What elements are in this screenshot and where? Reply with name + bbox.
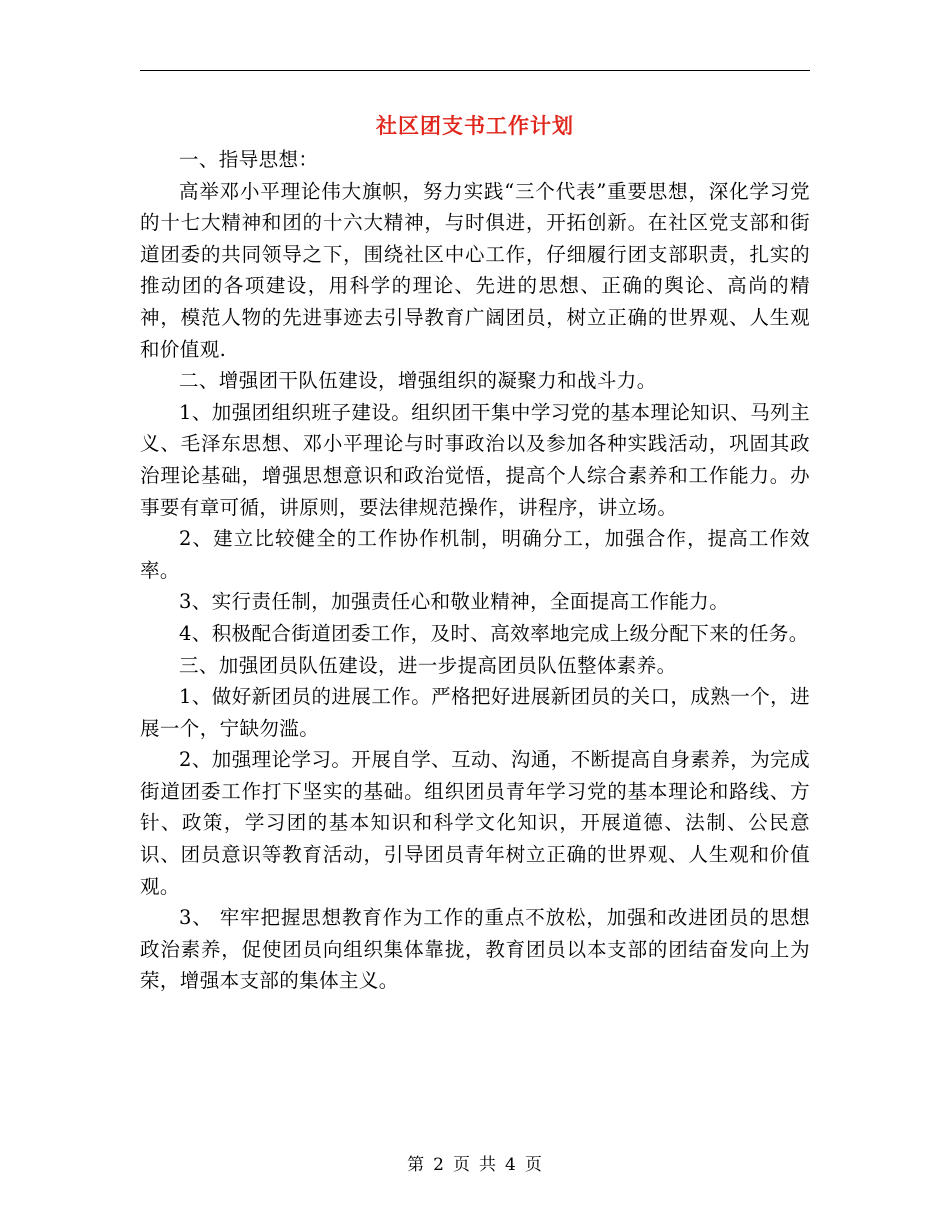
list-item-member-1: 1、做好新团员的进展工作。严格把好进展新团员的关口，成熟一个，进展一个，宁缺勿滥。 (140, 685, 810, 740)
footer-current-page: 2 (433, 1155, 445, 1175)
footer-total-pages: 4 (505, 1155, 517, 1175)
list-item-cadre-3: 3、实行责任制，加强责任心和敬业精神，全面提高工作能力。 (179, 590, 730, 614)
paragraph-guiding-ideology: 高举邓小平理论伟大旗帜，努力实践“三个代表”重要思想，深化学习党的十七大精神和团的十六大精神，与时俱进，开拓创新。在社区党支部和街道团委的共同领导之下，围绕社区中心工作，仔细履行团支部职责，扎实的推动团的各项建设，用科学的理论、先进的思想、正确的舆论、高尚的精神，模范人物的先进事迹去引导教育广阔团员，树立正确的世界观、人生观和价值观. (140, 179, 810, 361)
document-body (140, 144, 810, 997)
page-footer (140, 1150, 810, 1180)
header-rule (140, 70, 810, 71)
list-item-cadre-1: 1、加强团组织班子建设。组织团干集中学习党的基本理论知识、马列主义、毛泽东思想、邓小平理论与时事政治以及参加各种实践活动，巩固其政治理论基础，增强思想意识和政治觉悟，提高个人综合素养和工作能力。办事要有章可循，讲原则，要法律规范操作，讲程序，讲立场。 (140, 400, 810, 519)
list-item-cadre-4: 4、积极配合街道团委工作，及时、高效率地完成上级分配下来的任务。 (179, 621, 809, 645)
section-heading-cadre-team: 二、增强团干队伍建设，增强组织的凝聚力和战斗力。 (179, 369, 657, 393)
footer-page-unit: 页 (453, 1155, 471, 1175)
section-heading-guiding-ideology: 一、指导思想： (179, 148, 319, 171)
list-item-member-3: 3、 牢牢把握思想教育作为工作的重点不放松，加强和改进团员的思想政治素养，促使团员向组织集体靠拢，教育团员以本支部的团结奋发向上为荣，增强本支部的集体主义。 (140, 906, 810, 993)
section-heading-member-team: 三、加强团员队伍建设，进一步提高团员队伍整体素养。 (179, 653, 677, 677)
list-item-cadre-2: 2、建立比较健全的工作协作机制，明确分工，加强合作，提高工作效率。 (140, 527, 810, 582)
document-title: 社区团支书工作计划 (376, 113, 574, 138)
list-item-member-2: 2、加强理论学习。开展自学、互动、沟通，不断提高自身素养，为完成街道团委工作打下坚实的基础。组织团员青年学习党的基本理论和路线、方针、政策，学习团的基本知识和科学文化知识，开展道德、法制、公民意识、团员意识等教育活动，引导团员青年树立正确的世界观、人生观和价值观。 (140, 748, 810, 898)
footer-suffix: 页 (524, 1155, 543, 1175)
footer-total-label: 共 (479, 1155, 497, 1175)
footer-prefix: 第 (407, 1155, 426, 1175)
